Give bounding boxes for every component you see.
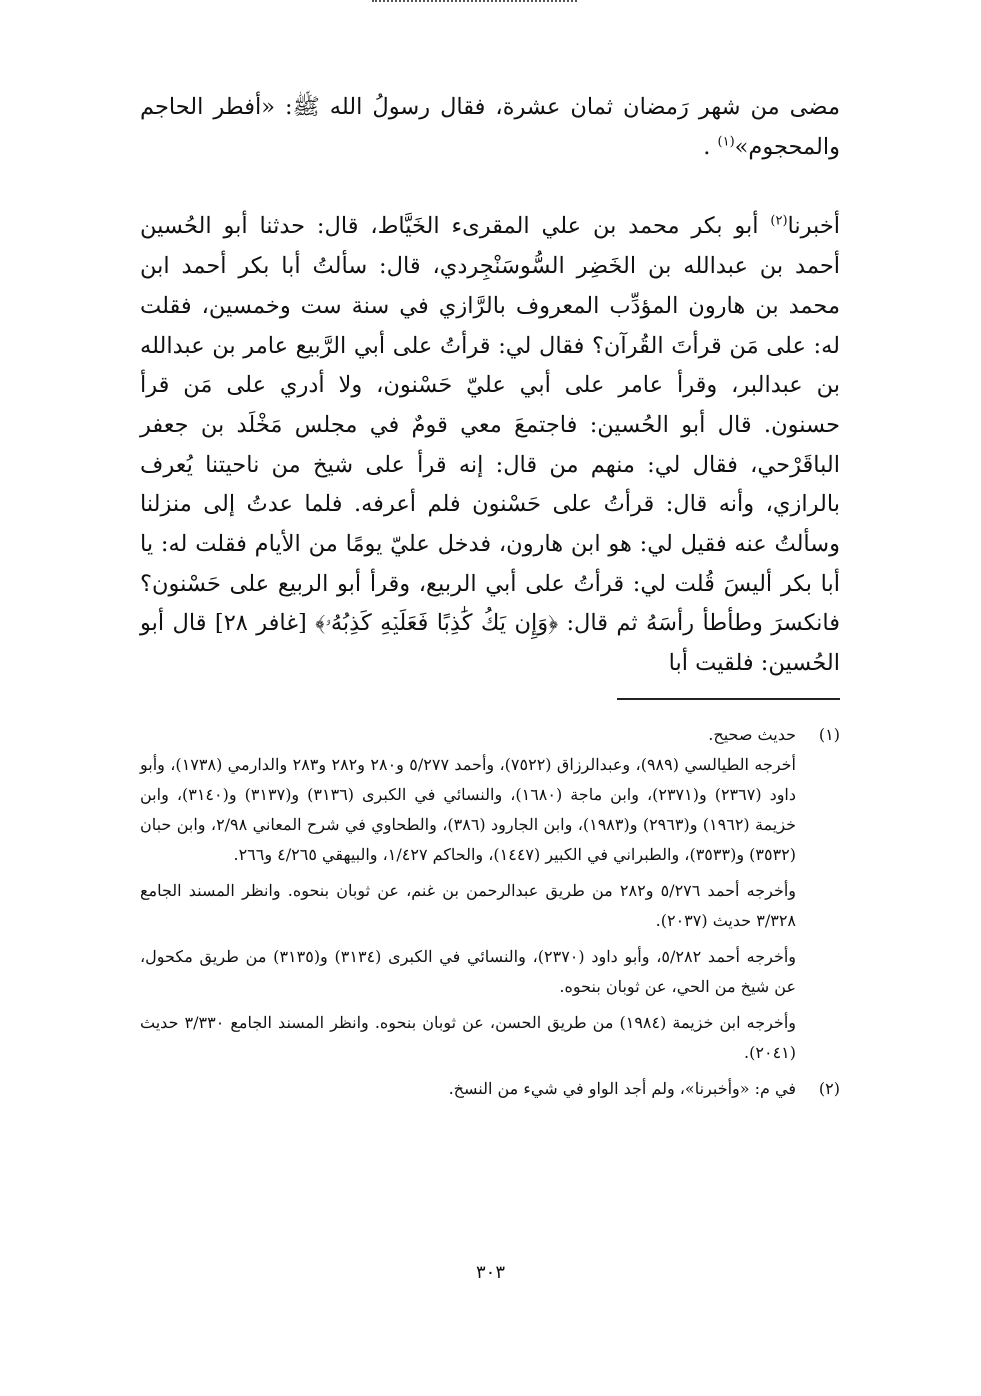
verse-reference: [غافر ٢٨] xyxy=(206,610,316,637)
footnote-1-line: وأخرجه أحمد ٥/٢٧٦ و٢٨٢ من طريق عبدالرحمن بن غنم، عن ثوبان بنحوه. وانظر المسند الجامع ٣/٣٢٨ حديث (٢٠٣٧). xyxy=(140,881,797,930)
footnote-2-number: (٢) xyxy=(818,1079,840,1098)
footnote-1-line: وأخرجه ابن خزيمة (١٩٨٤) من طريق الحسن، عن ثوبان بنحوه. وانظر المسند الجامع ٣/٣٣٠ حديث (٢٠٤١). xyxy=(140,1013,796,1062)
paragraph-2 xyxy=(140,207,840,683)
footnote-1-grade: حديث صحيح. xyxy=(708,725,796,744)
top-header-mark xyxy=(372,0,577,10)
paragraph-2-text: أبو بكر محمد بن علي المقرىء الخَيَّاط، قال: حدثنا أبو الحُسين أحمد بن عبدالله بن الخَضِر السُّوسَنْجِردي، قال: سألتُ أبا بكر أحمد ابن محمد بن هارون المؤدِّب المعروف بالرَّازي في سنة ست وخمسين، فقلت له: على مَن قرأتَ القُرآن؟ فقال لي: قرأتُ على أبي الرَّبيع عامر بن عبدالله بن عبدالبر، وقرأ عامر على أبي عليّ حَسْنون، ولا أدري على مَن قرأ حسنون. قال أبو الحُسين: فاجتمعَ معي قومٌ في مجلس مَخْلَد بن جعفر الباقَرْحي، فقال لي: منهم من قال: إنه قرأ على شيخ من ناحيتنا يُعرف بالرازي، وأنه قال: قرأتُ على حَسْنون فلم أعرفه. فلما عدتُ إلى منزلنا وسألتُ عنه فقيل لي: هو ابن هارون، فدخل عليّ يومًا من الأيام فقلت له: يا أبا بكر أليسَ قُلت لي: قرأتُ على أبي الربيع، وقرأ أبو الربيع على حَسْنون؟ فانكسرَ وطأطأ رأسَهُ ثم قال: xyxy=(140,213,841,637)
main-text xyxy=(140,88,840,684)
paragraph-1-text: مضى من شهر رَمضان ثمان عشرة، فقال رسولُ الله ﷺ: «أفطر الحاجم والمحجوم» xyxy=(140,94,840,160)
footnote-ref-2: (٢) xyxy=(770,213,788,229)
footnote-2 xyxy=(140,1074,840,1104)
paragraph-1-tail: . xyxy=(703,133,718,160)
paragraph-2-lead: أخبرنا xyxy=(787,213,840,240)
paragraph-1 xyxy=(140,88,840,167)
footnote-1 xyxy=(140,720,840,1068)
footnote-1-body xyxy=(140,750,796,1068)
footnote-divider xyxy=(617,698,840,700)
footnotes xyxy=(140,720,840,1104)
quran-verse: ﴿وَإِن يَكُ كَٰذِبًا فَعَلَيۡهِ كَذِبُهُۥ﴾ xyxy=(315,610,559,637)
footnote-1-number: (١) xyxy=(818,725,840,744)
paragraph-2-end: قال أبو الحُسين: فلقيت أبا xyxy=(140,610,840,677)
footnote-1-line: وأخرجه أحمد ٥/٢٨٢، وأبو داود (٢٣٧٠)، والنسائي في الكبرى (٣١٣٤) و(٣١٣٥) من طريق مكحول، عن شيخ من الحي، عن ثوبان بنحوه. xyxy=(140,947,797,996)
page-number: ٣٠٣ xyxy=(475,1262,505,1283)
footnote-1-line: أخرجه الطيالسي (٩٨٩)، وعبدالرزاق (٧٥٢٢)، وأحمد ٥/٢٧٧ و٢٨٠ و٢٨٢ و٢٨٣ والدارمي (١٧٣٨)، وأبو داود (٢٣٦٧) و(٢٣٧١)، وابن ماجة (١٦٨٠)، والنسائي في الكبرى (٣١٣٦) و(٣١٣٧) و(٣١٤٠)، وابن خزيمة (١٩٦٢) و(٢٩٦٣) و(١٩٨٣)، وابن الجارود (٣٨٦)، والطحاوي في شرح المعاني ٢/٩٨، وابن حبان (٣٥٣٢) و(٣٥٣٣)، والطبراني في الكبير (١٤٤٧)، والحاكم ١/٤٢٧، والبيهقي ٤/٢٦٥ و٢٦٦. xyxy=(140,755,797,864)
footnote-ref-1: (١) xyxy=(717,134,735,150)
footnote-2-text: في م: «وأخبرنا»، ولم أجد الواو في شيء من النسخ. xyxy=(448,1079,796,1098)
